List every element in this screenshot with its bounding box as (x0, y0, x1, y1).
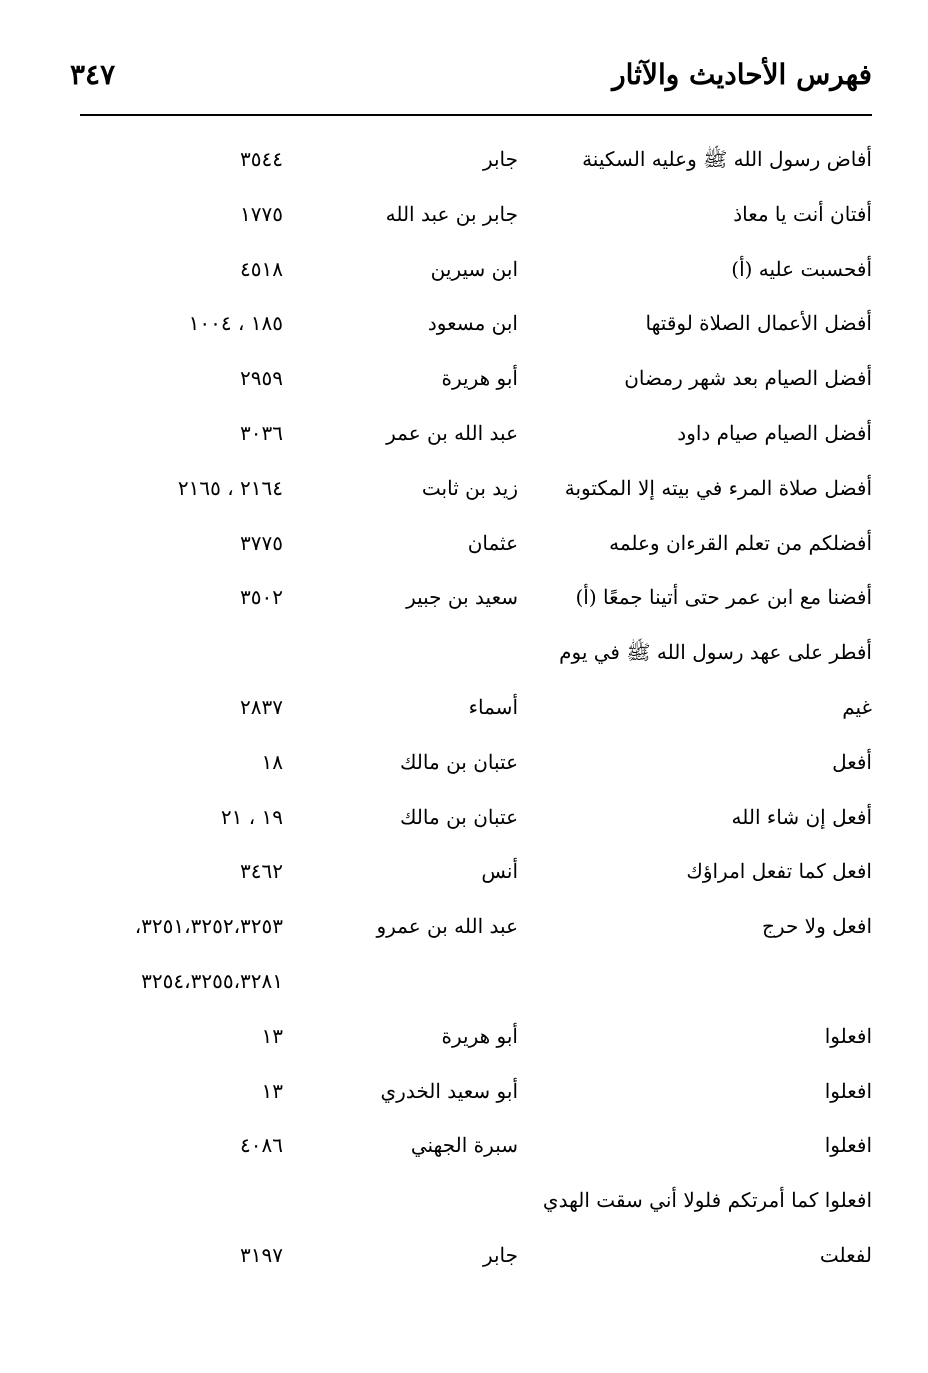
narrator-name: عثمان (467, 530, 518, 555)
narrator-name: أنس (481, 859, 518, 884)
hadith-text: أفعل إن شاء الله (731, 804, 872, 829)
hadith-number: ٢١٦٤ ، ٢١٦٥ (177, 475, 283, 500)
index-entry (0, 1232, 928, 1287)
index-entry (0, 465, 928, 520)
narrator-name: جابر بن عبد الله (385, 201, 518, 226)
hadith-number: ٣١٩٧ (240, 1242, 283, 1267)
hadith-number: ٣٥٤٤ (240, 147, 283, 171)
index-entry (0, 794, 928, 849)
index-entry (0, 410, 928, 465)
hadith-text: لفعلت (819, 1242, 872, 1267)
narrator-name: أبو هريرة (441, 1023, 518, 1048)
page-number: ٣٤٧ (70, 58, 116, 91)
hadith-text: أفضلكم من تعلم القرءان وعلمه (609, 530, 872, 555)
hadith-number: ٣٠٣٦ (240, 420, 283, 445)
hadith-number: ١٧٧٥ (240, 201, 283, 226)
hadith-number: ٢٩٥٩ (240, 366, 283, 391)
header-divider (80, 114, 872, 116)
hadith-text: افعلوا كما أمرتكم فلولا أني سقت الهدي (542, 1188, 872, 1213)
index-entry (0, 136, 928, 191)
hadith-text: أفضل الصيام صيام داود (677, 420, 872, 445)
narrator-name: سبرة الجهني (410, 1133, 518, 1158)
index-entry (0, 1068, 928, 1123)
narrator-name: ابن مسعود (427, 311, 518, 336)
index-entry (0, 1122, 928, 1177)
index-entry (0, 629, 928, 684)
index-entry (0, 1177, 928, 1232)
hadith-number: ٣٧٧٥ (240, 530, 283, 555)
index-entry (0, 1013, 928, 1068)
hadith-text: أفاض رسول الله ﷺ وعليه السكينة (582, 147, 872, 171)
hadith-number: ٣٢٥٤،٣٢٥٥،٣٢٨١ (141, 968, 283, 993)
hadith-text: غيم (842, 694, 872, 719)
hadith-text: أفضل صلاة المرء في بيته إلا المكتوبة (564, 475, 872, 500)
index-entry (0, 574, 928, 629)
hadith-text: أفعل (832, 749, 872, 774)
hadith-text: أفطر على عهد رسول الله ﷺ في يوم (559, 640, 872, 665)
hadith-number: ٤٥١٨ (240, 256, 283, 281)
index-entry (0, 848, 928, 903)
index-entry (0, 355, 928, 410)
hadith-text: افعلوا (824, 1023, 872, 1048)
hadith-number: ٤٠٨٦ (240, 1133, 283, 1158)
index-entry (0, 300, 928, 355)
narrator-name: عتبان بن مالك (399, 749, 518, 774)
hadith-number: ٣٤٦٢ (240, 859, 283, 884)
hadith-number: ١٣ (261, 1078, 283, 1103)
index-list (0, 136, 928, 1287)
narrator-name: ابن سيرين (430, 256, 518, 281)
narrator-name: جابر (482, 147, 518, 171)
hadith-text: أفحسبت عليه (أ) (731, 256, 872, 281)
narrator-name: أبو سعيد الخدري (380, 1078, 518, 1103)
hadith-text: أفضنا مع ابن عمر حتى أتينا جمعًا (أ) (575, 585, 872, 610)
hadith-text: افعلوا (824, 1078, 872, 1103)
hadith-text: افعل كما تفعل امراؤك (686, 859, 872, 884)
narrator-name: أبو هريرة (441, 366, 518, 391)
index-entry (0, 958, 928, 1013)
narrator-name: جابر (482, 1242, 518, 1267)
hadith-number: ١٨ (261, 749, 283, 774)
narrator-name: زيد بن ثابت (421, 475, 518, 500)
hadith-number: ١٨٥ ، ١٠٠٤ (188, 311, 283, 336)
narrator-name: عبد الله بن عمرو (376, 914, 518, 939)
index-entry (0, 739, 928, 794)
hadith-text: افعلوا (824, 1133, 872, 1158)
index-entry (0, 520, 928, 575)
narrator-name: أسماء (468, 694, 518, 719)
narrator-name: عتبان بن مالك (399, 804, 518, 829)
hadith-number: ٣٥٠٢ (240, 585, 283, 610)
page-title: فهرس الأحاديث والآثار (612, 58, 872, 91)
hadith-number: ٣٢٥١،٣٢٥٢،٣٢٥٣، (134, 914, 283, 939)
hadith-text: أفضل الصيام بعد شهر رمضان (624, 366, 872, 391)
narrator-name: عبد الله بن عمر (386, 420, 518, 445)
hadith-number: ١٩ ، ٢١ (220, 804, 283, 829)
hadith-text: أفتان أنت يا معاذ (733, 201, 872, 226)
hadith-number: ٢٨٣٧ (240, 694, 283, 719)
index-entry (0, 246, 928, 301)
narrator-name: سعيد بن جبير (406, 585, 518, 610)
index-entry (0, 903, 928, 958)
hadith-number: ١٣ (261, 1023, 283, 1048)
hadith-text: أفضل الأعمال الصلاة لوقتها (645, 311, 872, 336)
index-entry (0, 684, 928, 739)
hadith-text: افعل ولا حرج (762, 914, 872, 939)
index-entry (0, 191, 928, 246)
